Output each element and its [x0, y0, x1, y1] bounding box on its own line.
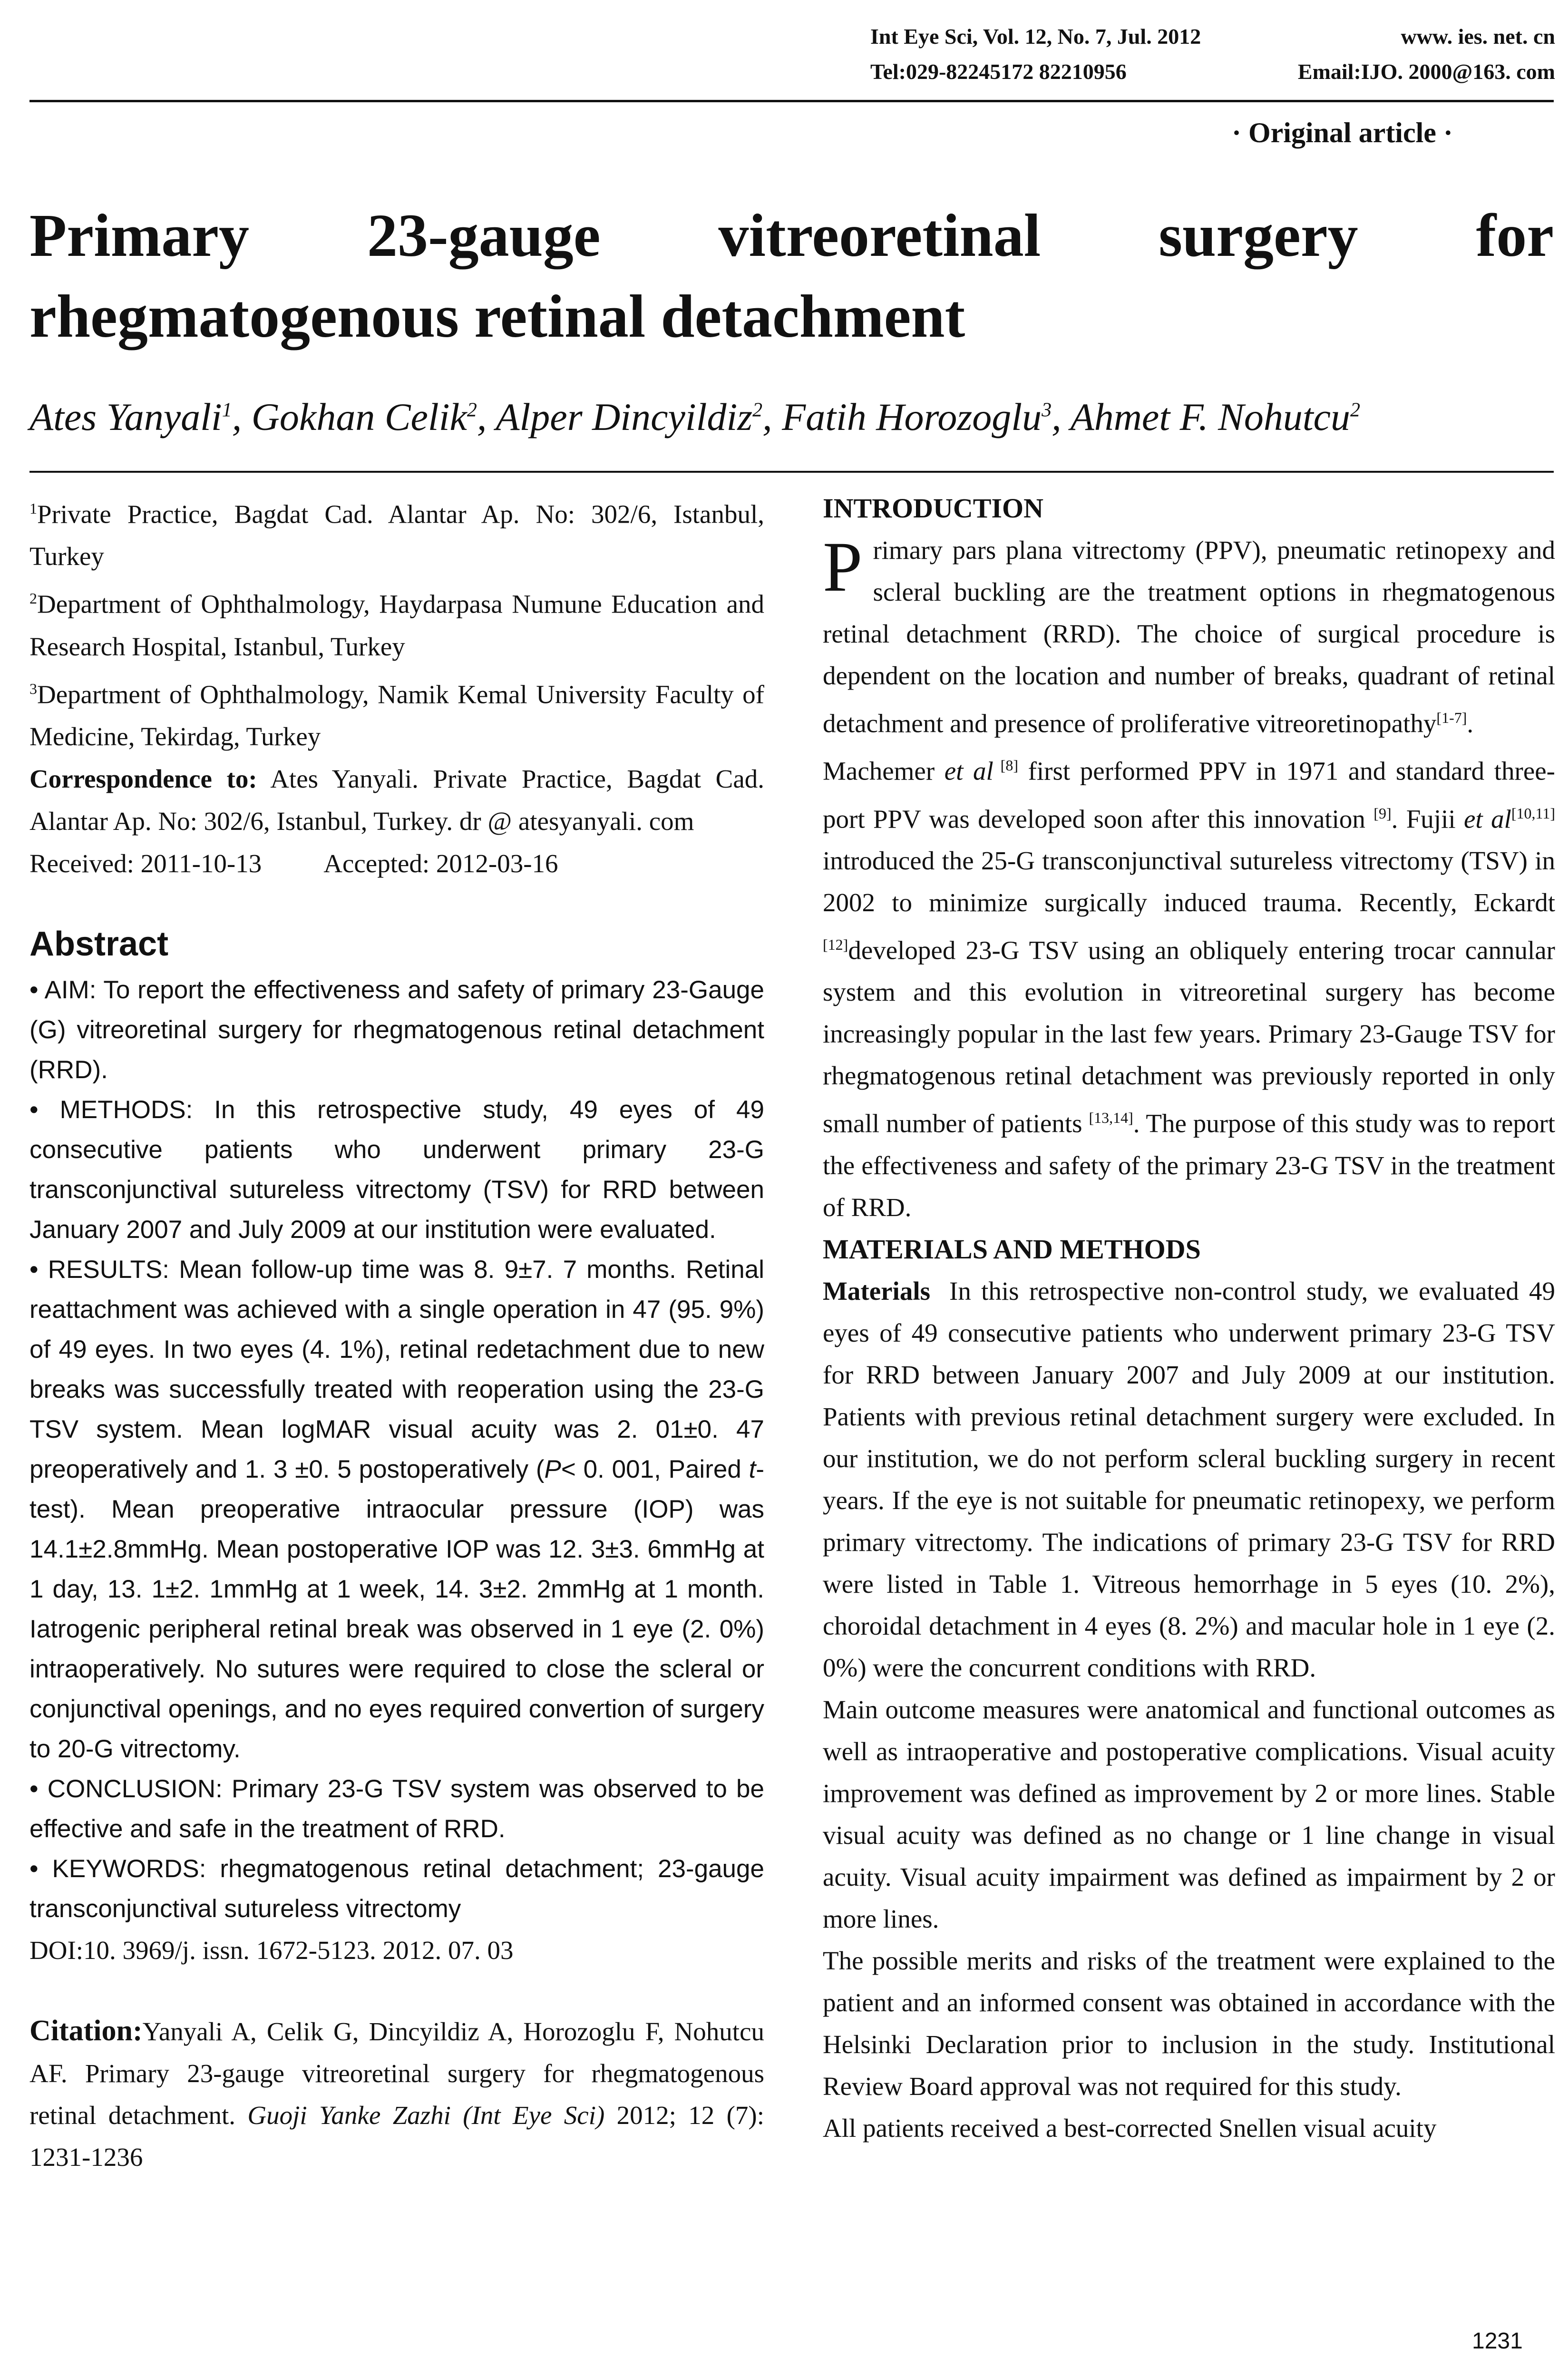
reference-mark[interactable]: [10,11]: [1511, 804, 1555, 822]
author-affiliation-mark: 2: [1350, 399, 1360, 421]
left-column: [29, 487, 764, 2178]
journal-phone: Tel:029-82245172 82210956: [870, 59, 1127, 84]
author-name: Alper Dincyildiz: [496, 395, 753, 438]
author-affiliation-mark: 3: [1042, 399, 1052, 421]
intro-text: et al: [1464, 804, 1511, 833]
results-text: -test). Mean preoperative intraocular pressure (IOP) was 14.1±2.8mmHg. Mean postoperative IOP was 12. 3±3. 6mmHg at 1 day, 13. 1±2. 1mmHg at 1 week, 14. 3±2. 2mmHg at 1 month. Iatrogenic peripheral retinal break was observed in 1 eye (2. 0%) intraoperatively. No sutures were required to close the scleral or conjunctival openings, and no eyes required convertion of surgery to 20-G vitrectomy.: [29, 1455, 764, 1763]
reference-mark[interactable]: [1-7]: [1436, 709, 1467, 726]
citation-journal: Guoji Yanke Zazhi (Int Eye Sci): [247, 2100, 605, 2130]
affiliation-number: 2: [29, 590, 37, 607]
title-line-2: rhegmatogenous retinal detachment: [29, 283, 965, 350]
affiliation: [29, 487, 764, 577]
results-text: t: [749, 1455, 756, 1483]
intro-text: et al: [944, 756, 993, 786]
journal-email: Email:IJO. 2000@163. com: [1297, 59, 1555, 84]
journal-website: www. ies. net. cn: [1401, 24, 1555, 49]
page-number: 1231: [1472, 2328, 1523, 2354]
doi-link[interactable]: DOI:10. 3969/j. issn. 1672-5123. 2012. 07. 03: [29, 1935, 514, 1965]
reference-mark[interactable]: [8]: [993, 757, 1018, 774]
citation-text: Yanyali A, Celik G, Dincyildiz A, Horozoglu F, Nohutcu AF. Primary 23-gauge vitreoretinal surgery for rhegmatogenous retinal detachment.: [29, 2017, 764, 2130]
reference-mark[interactable]: [13,14]: [1089, 1109, 1133, 1127]
abstract-aim: • AIM: To report the effectiveness and safety of primary 23-Gauge (G) vitreoretinal surgery for rhegmatogenous retinal detachment (RRD).: [29, 975, 764, 1084]
journal-header: [870, 19, 1555, 89]
citation-text: 2012; 12 (7): 1231-1236: [29, 2100, 764, 2172]
citation: [29, 2010, 764, 2178]
affiliation-number: 1: [29, 500, 37, 517]
intro-text: developed 23-G TSV using an obliquely entering trocar cannular system and this evolution in vitreoretinal surgery has become increasingly popular in the last few years. Primary 23-Gauge TSV for rhegmatogenous retinal detachment was previously reported in only small number of patients: [823, 935, 1555, 1138]
affiliation-number: 3: [29, 680, 37, 697]
affiliation-text: Department of Ophthalmology, Namik Kemal University Faculty of Medicine, Tekirdag, Turkey: [29, 679, 764, 751]
methods-paragraph: [823, 1270, 1555, 1689]
abstract-results: [29, 1250, 764, 1769]
citation-label: Citation:: [29, 2014, 143, 2047]
correspondence: [29, 758, 764, 842]
methods-paragraph: The possible merits and risks of the treatment were explained to the patient and an informed consent was obtained in accordance with the Helsinki Declaration prior to inclusion in the study. Institutional Review Board approval was not required for this study.: [823, 1946, 1555, 2101]
author-affiliation-mark: 2: [467, 399, 477, 421]
affiliation-text: Department of Ophthalmology, Haydarpasa Numune Education and Research Hospital, Istanbul, Turkey: [29, 589, 764, 661]
methods-text: In this retrospective non-control study, we evaluated 49 eyes of 49 consecutive patients who underwent primary 23-G TSV for RRD between January 2007 and July 2009 at our institution. Patients with previous retinal detachment surgery were excluded. In our institution, we do not perform scleral buckling surgery in recent years. If the eye is not suitable for pneumatic retinopexy, we perform primary vitrectomy. The indications of primary 23-G TSV for RRD were listed in Table 1. Vitreous hemorrhage in 5 eyes (10. 2%), choroidal detachment in 4 eyes (8. 2%) and macular hole in 1 eye (2. 0%) were the concurrent conditions with RRD.: [823, 1276, 1555, 1682]
header-divider: [29, 100, 1554, 102]
accepted-date: Accepted: 2012-03-16: [323, 848, 558, 878]
results-text: • RESULTS: Mean follow-up time was 8. 9±7. 7 months. Retinal reattachment was achieved with a single operation in 47 (95. 9%) of 49 eyes. In two eyes (4. 1%), retinal redetachment due to new breaks was successfully treated with reoperation using the 23-G TSV system. Mean logMAR visual acuity was 2. 01±0. 47 preoperatively and 1. 3 ±0. 5 postoperatively (: [29, 1255, 764, 1483]
methods-paragraph: All patients received a best-corrected Snellen visual acuity: [823, 2113, 1437, 2143]
abstract-conclusion: • CONCLUSION: Primary 23-G TSV system was observed to be effective and safe in the treatment of RRD.: [29, 1774, 764, 1843]
affiliation: [29, 668, 764, 758]
affiliation: [29, 577, 764, 667]
author-name: Ates Yanyali: [29, 395, 222, 438]
title-word: vitreoretinal: [718, 202, 1041, 269]
author-affiliation-mark: 2: [752, 399, 763, 421]
title-line-1: [29, 195, 1554, 276]
intro-text: . Fujii: [1391, 804, 1464, 833]
materials-label: Materials: [823, 1276, 931, 1305]
received-date: Received: 2011-10-13: [29, 848, 262, 878]
abstract-methods: • METHODS: In this retrospective study, 49 eyes of 49 consecutive patients who underwent primary 23-G transconjunctival sutureless vitrectomy (TSV) for RRD between January 2007 and July 2009 at our institution were evaluated.: [29, 1095, 764, 1244]
article-title: [29, 195, 1554, 357]
results-text: P: [544, 1455, 561, 1483]
article-type-label: · Original article ·: [1232, 117, 1453, 148]
intro-text: rimary pars plana vitrectomy (PPV), pneumatic retinopexy and scleral buckling are the treatment options in rhegmatogenous retinal detachment (RRD). The choice of surgical procedure is dependent on the location and number of breaks, quadrant of retinal detachment and presence of proliferative vitreoretinopathy: [823, 536, 1555, 738]
title-word: 23-gauge: [367, 202, 601, 269]
intro-text: introduced the 25-G transconjunctival sutureless vitrectomy (TSV) in 2002 to minimize surgically induced trauma. Recently, Eckardt: [823, 846, 1555, 917]
reference-mark[interactable]: [12]: [823, 935, 848, 953]
methods-heading: MATERIALS AND METHODS: [823, 1233, 1201, 1265]
intro-text: Machemer: [823, 756, 945, 786]
results-text: < 0. 001, Paired: [561, 1455, 749, 1483]
authors-divider: [29, 471, 1554, 473]
introduction-paragraph: [823, 744, 1555, 1228]
reference-mark[interactable]: [9]: [1373, 804, 1392, 822]
intro-text: first performed PPV in 1971 and standard three-port PPV was developed soon after this innovation: [823, 756, 1555, 833]
author-name: Ahmet F. Nohutcu: [1070, 395, 1350, 438]
author-name: Fatih Horozoglu: [782, 395, 1042, 438]
journal-citation: Int Eye Sci, Vol. 12, No. 7, Jul. 2012: [870, 24, 1201, 49]
author-affiliation-mark: 1: [222, 399, 232, 421]
correspondence-text: Ates Yanyali. Private Practice, Bagdat Cad. Alantar Ap. No: 302/6, Istanbul, Turkey. dr @ atesyanyali. com: [29, 764, 765, 836]
intro-text: .: [1467, 709, 1474, 738]
correspondence-label: Correspondence to:: [29, 764, 257, 793]
article-dates: [29, 842, 764, 885]
abstract-heading: Abstract: [29, 925, 169, 963]
author-list: Ates Yanyali$^1$, Gokhan Celik$^2$, Alper Dincyildiz$^2$, Fatih Horozoglu$^3$, Ahmet F. Nohutcu$^2$: [29, 395, 1360, 438]
title-word: Primary: [29, 202, 249, 269]
author-name: Gokhan Celik: [251, 395, 467, 438]
introduction-paragraph: [823, 529, 1555, 744]
intro-text: . The purpose of this study was to report the effectiveness and safety of the primary 23-G TSV in the treatment of RRD.: [823, 1109, 1555, 1222]
drop-cap: P: [823, 527, 863, 606]
right-column: [823, 487, 1555, 2149]
methods-paragraph: Main outcome measures were anatomical and functional outcomes as well as intraoperative and postoperative complications. Visual acuity improvement was defined as improvement by 2 or more lines. Stable visual acuity was defined as no change or 1 line change in visual acuity. Visual acuity impairment was defined as impairment by 2 or more lines.: [823, 1695, 1555, 1933]
title-word: for: [1476, 202, 1554, 269]
abstract-keywords: • KEYWORDS: rhegmatogenous retinal detachment; 23-gauge transconjunctival sutureless vitrectomy: [29, 1854, 764, 1923]
title-word: surgery: [1159, 202, 1358, 269]
introduction-heading: INTRODUCTION: [823, 493, 1044, 524]
affiliation-text: Private Practice, Bagdat Cad. Alantar Ap. No: 302/6, Istanbul, Turkey: [29, 499, 764, 571]
